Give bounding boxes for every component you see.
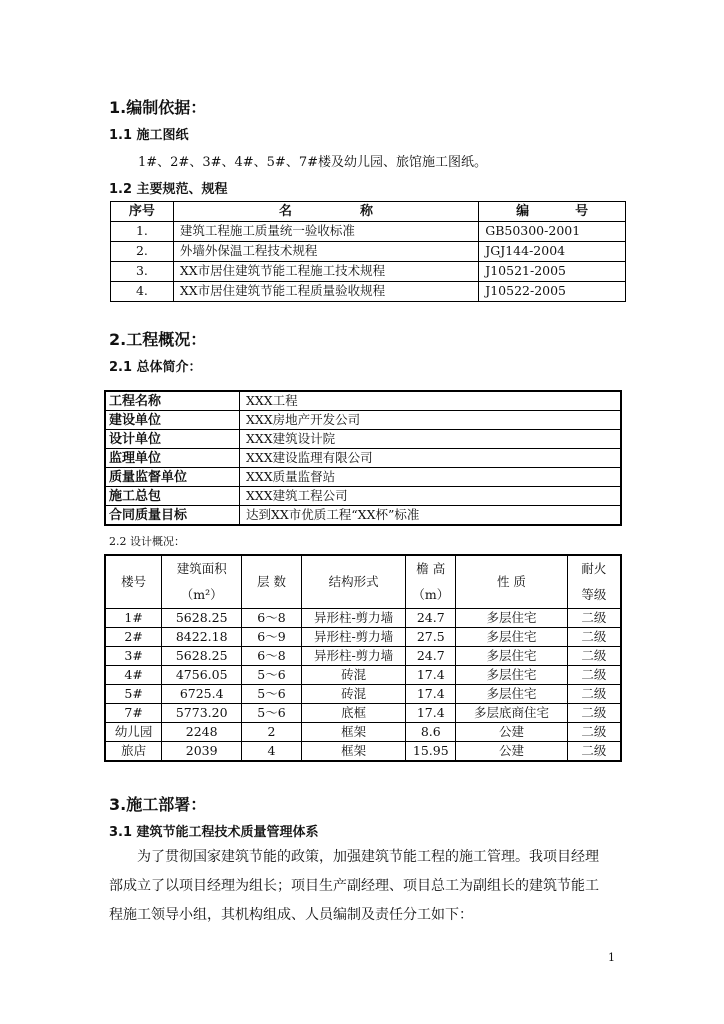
cell-fire-rating: 二级 — [567, 685, 621, 704]
header-structure: 结构形式 — [301, 555, 405, 609]
cell-height: 15.95 — [406, 742, 456, 762]
cell-code: GB50300-2001 — [479, 222, 626, 242]
paragraph-line: 部成立了以项目经理为组长；项目生产副经理、项目总工为副组长的建筑节能工 — [109, 878, 599, 894]
info-value: XXX房地产开发公司 — [239, 411, 621, 430]
cell-height: 17.4 — [406, 685, 456, 704]
header-name-char-2: 称 — [360, 204, 374, 219]
cell-nature: 多层住宅 — [456, 647, 567, 666]
design-row — [105, 628, 621, 647]
cell-building: 7# — [105, 704, 162, 723]
table-row — [111, 242, 626, 262]
cell-floors: 5～6 — [242, 704, 302, 723]
design-row — [105, 723, 621, 742]
cell-nature: 公建 — [456, 742, 567, 762]
cell-area: 5628.25 — [162, 647, 242, 666]
cell-structure: 底框 — [301, 704, 405, 723]
cell-area: 5773.20 — [162, 704, 242, 723]
cell-fire-rating: 二级 — [567, 723, 621, 742]
section-1-1-heading: 1.1 施工图纸 — [109, 128, 189, 143]
cell-fire-rating: 二级 — [567, 628, 621, 647]
header-height-line1: 檐 高 — [416, 561, 446, 576]
info-row — [105, 411, 621, 430]
cell-nature: 公建 — [456, 723, 567, 742]
header-area-line1: 建筑面积 — [176, 561, 227, 576]
cell-fire-rating: 二级 — [567, 704, 621, 723]
header-name-char-1: 名 — [279, 204, 293, 219]
design-row — [105, 666, 621, 685]
cell-area: 8422.18 — [162, 628, 242, 647]
cell-name: XX市居住建筑节能工程施工技术规程 — [173, 262, 478, 282]
cell-building: 旅店 — [105, 742, 162, 762]
cell-height: 27.5 — [406, 628, 456, 647]
cell-height: 24.7 — [406, 609, 456, 628]
cell-floors: 6～8 — [242, 609, 302, 628]
cell-index: 2. — [111, 242, 174, 262]
header-area — [162, 555, 242, 609]
cell-nature: 多层底商住宅 — [456, 704, 567, 723]
cell-floors: 4 — [242, 742, 302, 762]
header-code — [479, 202, 626, 222]
info-row — [105, 487, 621, 506]
info-key: 设计单位 — [105, 430, 239, 449]
table-header-row — [111, 202, 626, 222]
cell-height: 17.4 — [406, 704, 456, 723]
paragraph-line: 程施工领导小组，其机构组成、人员编制及责任分工如下： — [109, 907, 473, 923]
header-index: 序号 — [111, 202, 174, 222]
header-area-line2: （m²） — [180, 587, 223, 602]
header-building: 楼号 — [105, 555, 162, 609]
cell-height: 17.4 — [406, 666, 456, 685]
cell-nature: 多层住宅 — [456, 685, 567, 704]
cell-code: J10522-2005 — [479, 282, 626, 302]
info-key: 监理单位 — [105, 449, 239, 468]
cell-nature: 多层住宅 — [456, 628, 567, 647]
cell-area: 5628.25 — [162, 609, 242, 628]
info-row — [105, 506, 621, 526]
section-1-1-text: 1#、2#、3#、4#、5#、7#楼及幼儿园、旅馆施工图纸。 — [138, 155, 487, 170]
cell-building: 5# — [105, 685, 162, 704]
cell-floors: 5～6 — [242, 666, 302, 685]
cell-structure: 砖混 — [301, 685, 405, 704]
standards-table — [110, 201, 626, 302]
cell-structure: 框架 — [301, 723, 405, 742]
info-row — [105, 430, 621, 449]
cell-name: 建筑工程施工质量统一验收标准 — [173, 222, 478, 242]
cell-structure: 异形柱-剪力墙 — [301, 647, 405, 666]
paragraph-line — [109, 843, 629, 872]
cell-code: JGJ144-2004 — [479, 242, 626, 262]
cell-building: 4# — [105, 666, 162, 685]
header-code-char-1: 编 — [516, 204, 530, 219]
cell-floors: 5～6 — [242, 685, 302, 704]
cell-area: 6725.4 — [162, 685, 242, 704]
page-number: 1 — [608, 951, 615, 964]
info-value: XXX建筑工程公司 — [239, 487, 621, 506]
header-height — [406, 555, 456, 609]
cell-floors: 2 — [242, 723, 302, 742]
cell-structure: 框架 — [301, 742, 405, 762]
cell-structure: 异形柱-剪力墙 — [301, 609, 405, 628]
table-row — [111, 282, 626, 302]
cell-floors: 6～9 — [242, 628, 302, 647]
cell-nature: 多层住宅 — [456, 666, 567, 685]
cell-building: 1# — [105, 609, 162, 628]
section-2-1-heading: 2.1 总体简介： — [109, 360, 202, 375]
project-info-table — [104, 390, 622, 526]
info-value: XXX质量监督站 — [239, 468, 621, 487]
design-row — [105, 609, 621, 628]
header-code-char-2: 号 — [575, 204, 589, 219]
design-row — [105, 685, 621, 704]
cell-fire-rating: 二级 — [567, 742, 621, 762]
header-nature: 性 质 — [456, 555, 567, 609]
design-header-row — [105, 555, 621, 609]
info-key: 工程名称 — [105, 391, 239, 411]
header-height-line2: （m） — [412, 587, 450, 602]
design-row — [105, 742, 621, 762]
cell-fire-rating: 二级 — [567, 666, 621, 685]
header-name — [173, 202, 478, 222]
info-key: 施工总包 — [105, 487, 239, 506]
design-row — [105, 704, 621, 723]
section-3-heading: 3.施工部署： — [109, 795, 207, 814]
info-key: 质量监督单位 — [105, 468, 239, 487]
cell-building: 幼儿园 — [105, 723, 162, 742]
info-key: 合同质量目标 — [105, 506, 239, 526]
cell-code: J10521-2005 — [479, 262, 626, 282]
cell-area: 4756.05 — [162, 666, 242, 685]
info-row — [105, 468, 621, 487]
section-2-2-heading: 2.2 设计概况： — [109, 535, 185, 548]
header-floors: 层 数 — [242, 555, 302, 609]
design-table — [104, 554, 622, 762]
cell-name: 外墙外保温工程技术规程 — [173, 242, 478, 262]
cell-height: 8.6 — [406, 723, 456, 742]
section-1-heading: 1.编制依据： — [109, 98, 207, 117]
cell-nature: 多层住宅 — [456, 609, 567, 628]
cell-index: 4. — [111, 282, 174, 302]
header-fire-rating — [567, 555, 621, 609]
cell-index: 3. — [111, 262, 174, 282]
info-value: XXX工程 — [239, 391, 621, 411]
table-row — [111, 262, 626, 282]
info-key: 建设单位 — [105, 411, 239, 430]
cell-fire-rating: 二级 — [567, 609, 621, 628]
info-value: XXX建设监理有限公司 — [239, 449, 621, 468]
cell-area: 2248 — [162, 723, 242, 742]
cell-structure: 异形柱-剪力墙 — [301, 628, 405, 647]
cell-area: 2039 — [162, 742, 242, 762]
cell-name: XX市居住建筑节能工程质量验收规程 — [173, 282, 478, 302]
section-2-heading: 2.工程概况： — [109, 330, 207, 349]
cell-height: 24.7 — [406, 647, 456, 666]
table-row — [111, 222, 626, 242]
design-row — [105, 647, 621, 666]
cell-index: 1. — [111, 222, 174, 242]
cell-floors: 6～8 — [242, 647, 302, 666]
paragraph-line-text: 为了贯彻国家建筑节能的政策，加强建筑节能工程的施工管理。我项目经理 — [137, 849, 599, 865]
header-fire-line1: 耐火 — [581, 561, 607, 576]
info-row — [105, 391, 621, 411]
section-1-2-heading: 1.2 主要规范、规程 — [109, 182, 228, 197]
cell-structure: 砖混 — [301, 666, 405, 685]
info-row — [105, 449, 621, 468]
info-value: XXX建筑设计院 — [239, 430, 621, 449]
section-3-1-paragraph — [109, 843, 629, 930]
section-3-1-heading: 3.1 建筑节能工程技术质量管理体系 — [109, 825, 319, 840]
header-fire-line2: 等级 — [581, 587, 607, 602]
cell-building: 2# — [105, 628, 162, 647]
info-value: 达到XX市优质工程“XX杯”标准 — [239, 506, 621, 526]
cell-building: 3# — [105, 647, 162, 666]
cell-fire-rating: 二级 — [567, 647, 621, 666]
